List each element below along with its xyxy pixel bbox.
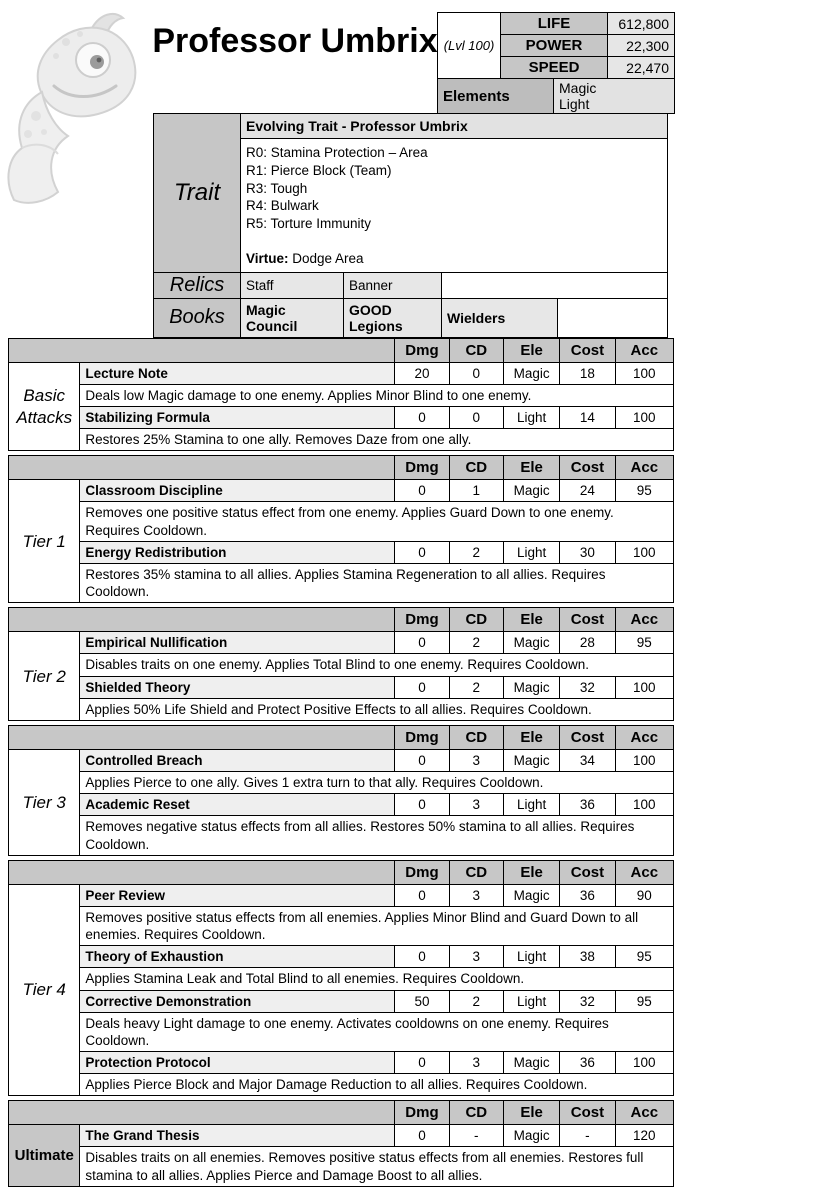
ability-cd: 1 [449,480,503,502]
ability-name: Classroom Discipline [80,480,395,502]
character-name-title: Professor Umbrix [152,22,438,60]
stat-value-power: 22,300 [608,35,675,57]
column-header-row [9,456,674,480]
stat-row [438,13,675,35]
ability-row [9,362,674,384]
book-item-magic-council: Magic Council [241,298,344,337]
ability-ele: Magic [503,362,559,384]
ability-cost: 14 [560,407,615,429]
relics-empty-cell [442,272,668,298]
ability-acc: 90 [615,884,673,906]
column-header-dmg: Dmg [395,860,449,884]
tier-label-ultimate: Ultimate [9,1125,80,1187]
stats-block [437,12,675,114]
ability-acc: 100 [615,1052,673,1074]
ability-dmg: 0 [395,794,449,816]
ability-cd: - [449,1125,503,1147]
ability-description: Restores 25% Stamina to one ally. Removes Daze from one ally. [80,429,674,451]
ability-acc: 120 [615,1125,673,1147]
column-header-dmg: Dmg [395,456,449,480]
ability-dmg: 0 [395,676,449,698]
description-row [9,429,674,451]
ability-cost: 30 [560,541,615,563]
ability-cost: 28 [560,632,615,654]
ability-acc: 95 [615,990,673,1012]
trait-rank-r0: R0: Stamina Protection – Area [246,145,428,160]
trait-table [153,113,668,338]
ability-acc: 95 [615,946,673,968]
column-header-row [9,860,674,884]
description-row [9,906,674,946]
ability-cost: 36 [560,1052,615,1074]
ability-acc: 100 [615,794,673,816]
column-header-ele: Ele [503,338,559,362]
trait-rank-r3: R3: Tough [246,180,308,196]
column-header-cd: CD [449,608,503,632]
description-row [9,1147,674,1187]
ability-dmg: 0 [395,884,449,906]
trait-virtue [246,250,662,268]
description-row [9,968,674,990]
element-light: Light [559,96,590,113]
ability-cd: 2 [449,632,503,654]
ability-cd: 3 [449,946,503,968]
ability-cd: 2 [449,541,503,563]
ability-row [9,794,674,816]
column-header-ele: Ele [503,1101,559,1125]
column-header-ele: Ele [503,456,559,480]
ability-cost: 34 [560,750,615,772]
ability-description: Restores 35% stamina to all allies. Applies Stamina Regeneration to all allies. Requires Cooldown. [80,563,674,603]
trait-row [154,114,668,273]
ability-acc: 100 [615,407,673,429]
column-header-cost: Cost [560,608,615,632]
section-ultimate [8,1100,674,1187]
ability-cd: 0 [449,407,503,429]
ability-name: Empirical Nullification [80,632,395,654]
ability-acc: 95 [615,632,673,654]
ability-description: Removes one positive status effect from one enemy. Applies Guard Down to one enemy. Requires Cooldown. [80,502,674,542]
ability-dmg: 0 [395,480,449,502]
ability-row [9,1125,674,1147]
column-header-cd: CD [449,1101,503,1125]
description-row [9,1074,674,1096]
ability-name: Theory of Exhaustion [80,946,395,968]
ability-name: Controlled Breach [80,750,395,772]
column-header-ele: Ele [503,860,559,884]
ability-row [9,750,674,772]
ability-row [9,990,674,1012]
column-header-cost: Cost [560,1101,615,1125]
ability-ele: Magic [503,750,559,772]
header-spacer [9,456,395,480]
ability-dmg: 0 [395,407,449,429]
stats-table [437,12,675,79]
ability-cost: 36 [560,794,615,816]
ability-description: Applies Stamina Leak and Total Blind to all enemies. Requires Cooldown. [80,968,674,990]
ability-name: Protection Protocol [80,1052,395,1074]
column-header-row [9,608,674,632]
stat-value-speed: 22,470 [608,57,675,79]
trait-header: Evolving Trait - Professor Umbrix [241,114,667,139]
column-header-row [9,726,674,750]
relics-row-label: Relics [154,272,241,298]
column-header-cd: CD [449,726,503,750]
ability-description: Disables traits on one enemy. Applies Total Blind to one enemy. Requires Cooldown. [80,654,674,676]
column-header-acc: Acc [615,860,673,884]
ability-dmg: 0 [395,541,449,563]
header-spacer [9,608,395,632]
header-spacer [9,860,395,884]
section-tier-1 [8,455,674,603]
books-row [154,298,668,337]
ability-ele: Magic [503,480,559,502]
section-tier-3 [8,725,674,856]
ability-row [9,676,674,698]
column-header-cost: Cost [560,860,615,884]
tier-label-basic-attacks: Basic Attacks [9,362,80,451]
ability-cd: 3 [449,1052,503,1074]
ability-ele: Light [503,407,559,429]
ability-cost: - [560,1125,615,1147]
ability-dmg: 0 [395,1125,449,1147]
elements-table [437,78,675,114]
virtue-value: Dodge Area [288,251,364,267]
ability-cost: 32 [560,676,615,698]
ability-name: Shielded Theory [80,676,395,698]
ability-row [9,541,674,563]
column-header-cd: CD [449,860,503,884]
relic-item-staff: Staff [241,272,344,298]
ability-ele: Light [503,794,559,816]
trait-spacer [246,233,662,250]
ability-description: Deals low Magic damage to one enemy. Applies Minor Blind to one enemy. [80,384,674,406]
chameleon-mascot-icon [0,6,154,231]
relic-item-banner: Banner [344,272,442,298]
column-header-acc: Acc [615,608,673,632]
abilities-area [8,338,682,1187]
tier-label-tier-1: Tier 1 [9,480,80,603]
column-header-cost: Cost [560,456,615,480]
books-outside-area [558,298,668,337]
ability-dmg: 0 [395,1052,449,1074]
ability-name: Stabilizing Formula [80,407,395,429]
section-basic-attacks [8,338,674,452]
ability-dmg: 0 [395,750,449,772]
ability-ele: Magic [503,632,559,654]
tier-label-tier-4: Tier 4 [9,884,80,1096]
description-row [9,563,674,603]
trait-body [241,139,667,272]
stat-label-power: POWER [501,35,608,57]
elements-values [554,79,675,114]
ability-row [9,407,674,429]
ability-ele: Light [503,946,559,968]
ability-description: Applies Pierce to one ally. Gives 1 extra turn to that ally. Requires Cooldown. [80,772,674,794]
ability-ele: Magic [503,1052,559,1074]
header-spacer [9,338,395,362]
column-header-row [9,338,674,362]
ability-row [9,632,674,654]
ability-cost: 38 [560,946,615,968]
ability-dmg: 0 [395,946,449,968]
trait-rank-r5: R5: Torture Immunity [246,216,372,232]
section-tier-2 [8,607,674,721]
column-header-dmg: Dmg [395,1101,449,1125]
ability-description: Deals heavy Light damage to one enemy. Activates cooldowns on one enemy. Requires Cooldown. [80,1012,674,1052]
stat-value-life: 612,800 [608,13,675,35]
column-header-row [9,1101,674,1125]
ability-cd: 0 [449,362,503,384]
ability-cost: 32 [560,990,615,1012]
book-item-wielders: Wielders [442,298,558,337]
ability-description: Removes negative status effects from all allies. Restores 50% stamina to all allies. Requires Cooldown. [80,816,674,856]
column-header-cd: CD [449,456,503,480]
column-header-ele: Ele [503,608,559,632]
ability-acc: 95 [615,480,673,502]
ability-name: Academic Reset [80,794,395,816]
ability-description: Applies Pierce Block and Major Damage Reduction to all allies. Requires Cooldown. [80,1074,674,1096]
stat-label-speed: SPEED [501,57,608,79]
ability-acc: 100 [615,676,673,698]
books-row-label: Books [154,298,241,337]
ability-acc: 100 [615,362,673,384]
tier-label-tier-2: Tier 2 [9,632,80,721]
column-header-cost: Cost [560,726,615,750]
ability-row [9,946,674,968]
column-header-dmg: Dmg [395,338,449,362]
description-row [9,698,674,720]
ability-cost: 18 [560,362,615,384]
ability-ele: Light [503,990,559,1012]
ability-ele: Magic [503,884,559,906]
ability-dmg: 0 [395,632,449,654]
ability-name: The Grand Thesis [80,1125,395,1147]
column-header-acc: Acc [615,1101,673,1125]
element-magic: Magic [559,80,597,96]
stat-label-life: LIFE [501,13,608,35]
ability-ele: Magic [503,676,559,698]
column-header-dmg: Dmg [395,726,449,750]
book-item-good-legions: GOOD Legions [344,298,442,337]
ability-cost: 24 [560,480,615,502]
section-tier-4 [8,860,674,1097]
description-row [9,816,674,856]
elements-row [438,79,675,114]
ability-dmg: 20 [395,362,449,384]
elements-label: Elements [438,79,554,114]
ability-cd: 3 [449,794,503,816]
virtue-label: Virtue: [246,251,289,267]
trait-row-label: Trait [154,114,241,273]
ability-acc: 100 [615,750,673,772]
ability-acc: 100 [615,541,673,563]
ability-row [9,1052,674,1074]
ability-name: Energy Redistribution [80,541,395,563]
description-row [9,1012,674,1052]
ability-row [9,884,674,906]
column-header-acc: Acc [615,456,673,480]
ability-ele: Light [503,541,559,563]
tier-label-tier-3: Tier 3 [9,750,80,856]
header-spacer [9,726,395,750]
ability-cd: 3 [449,884,503,906]
ability-cost: 36 [560,884,615,906]
column-header-acc: Acc [615,338,673,362]
column-header-cd: CD [449,338,503,362]
ability-dmg: 50 [395,990,449,1012]
ability-description: Applies 50% Life Shield and Protect Positive Effects to all allies. Requires Cooldown. [80,698,674,720]
description-row [9,772,674,794]
ability-description: Disables traits on all enemies. Removes positive status effects from all enemies. Restores full stamina to all allies. Applies Pierce and Damage Boost to all allies. [80,1147,674,1187]
column-header-dmg: Dmg [395,608,449,632]
ability-name: Lecture Note [80,362,395,384]
ability-ele: Magic [503,1125,559,1147]
ability-description: Removes positive status effects from all enemies. Applies Minor Blind and Guard Down to all enemies. Requires Cooldown. [80,906,674,946]
trait-rank-r4: R4: Bulwark [246,198,319,214]
level-badge: (Lvl 100) [438,13,501,79]
column-header-acc: Acc [615,726,673,750]
header-spacer [9,1101,395,1125]
column-header-ele: Ele [503,726,559,750]
ability-name: Corrective Demonstration [80,990,395,1012]
relics-row [154,272,668,298]
ability-cd: 3 [449,750,503,772]
ability-cd: 2 [449,990,503,1012]
ability-cd: 2 [449,676,503,698]
ability-row [9,480,674,502]
description-row [9,502,674,542]
column-header-cost: Cost [560,338,615,362]
description-row [9,384,674,406]
trait-content [241,114,668,273]
description-row [9,654,674,676]
ability-name: Peer Review [80,884,395,906]
trait-rank-r1: R1: Pierce Block (Team) [246,162,392,178]
